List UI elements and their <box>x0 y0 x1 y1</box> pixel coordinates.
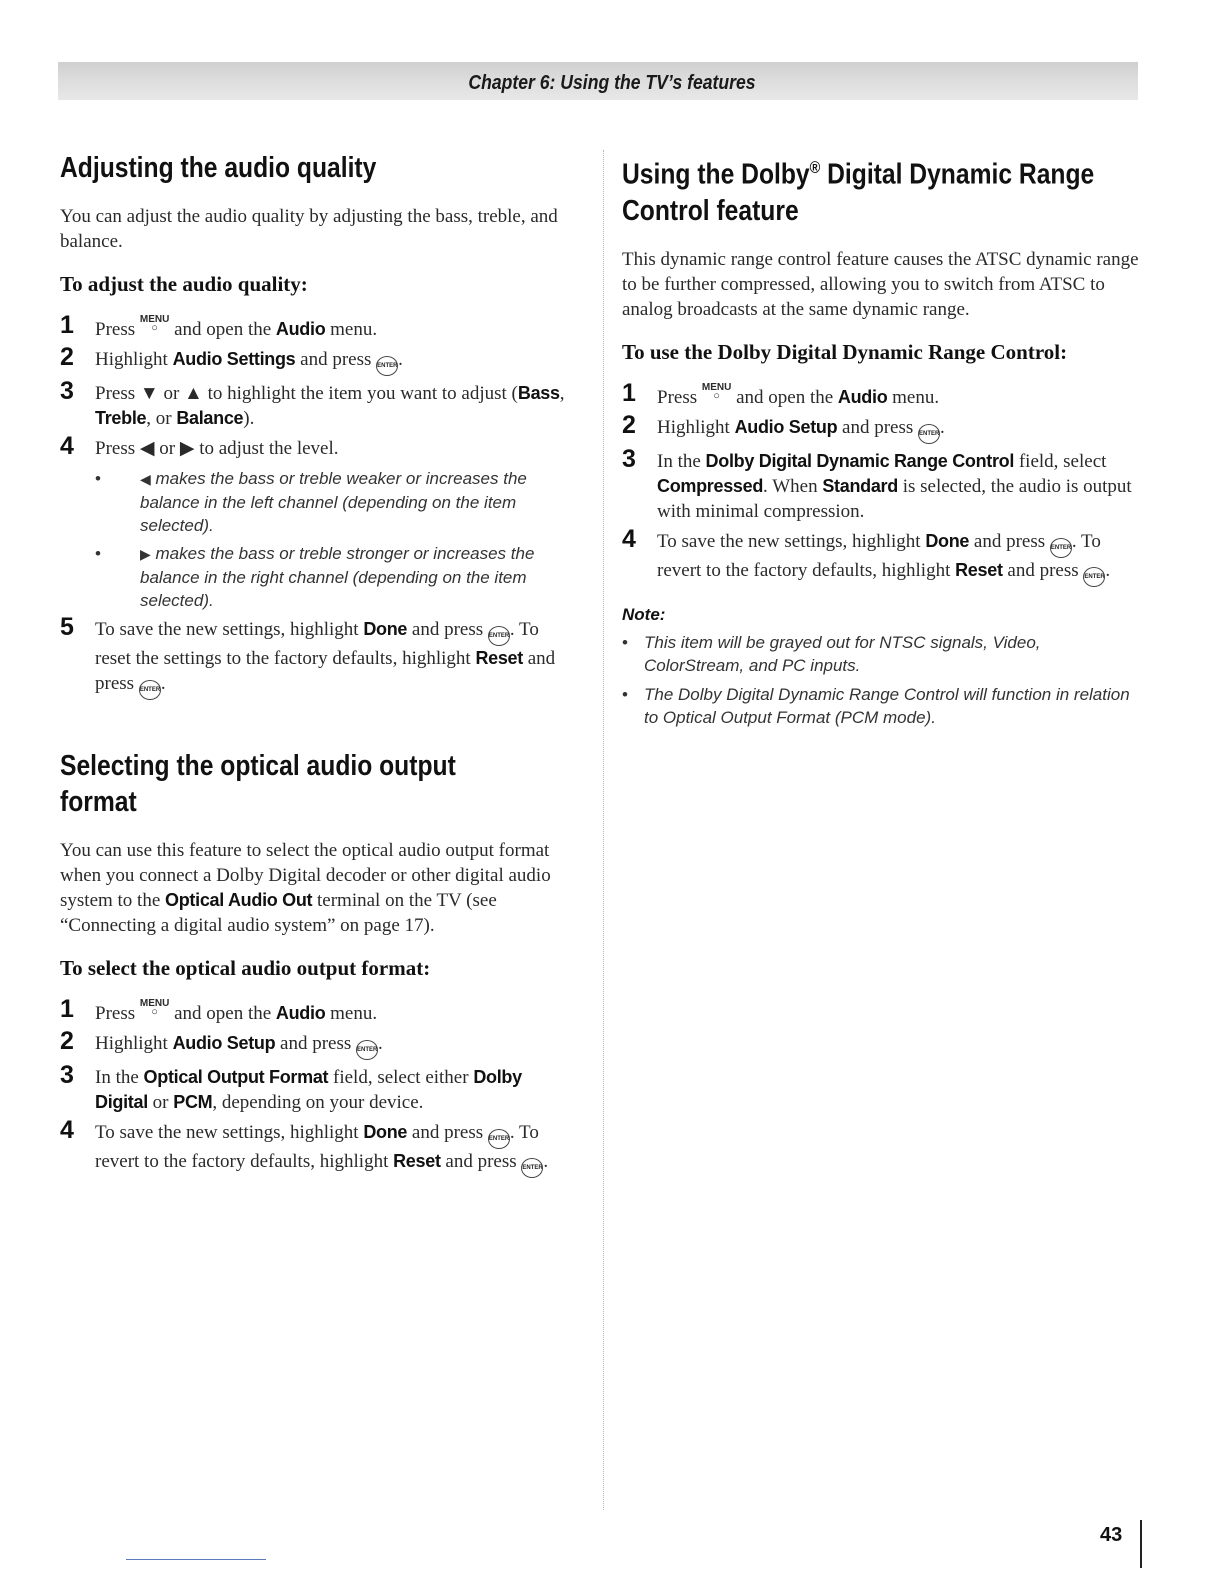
step-4 <box>622 524 1142 587</box>
section-title-audio-quality: Adjusting the audio quality <box>60 152 377 184</box>
section-intro-audio-quality: You can adjust the audio quality by adjusting the bass, treble, and balance. <box>60 206 558 252</box>
step-text: Highlight <box>657 416 735 438</box>
keyword-bass: Bass <box>517 383 560 403</box>
step-number: 3 <box>622 444 636 473</box>
keyword-balance: Balance <box>176 408 244 428</box>
step-text: . To reset the settings to the factory defaults, highlight <box>95 619 539 669</box>
step-text: field, select <box>1014 450 1107 472</box>
step-number: 1 <box>622 378 636 407</box>
step-text: menu. <box>325 1003 378 1024</box>
step-text: and press <box>407 1122 488 1143</box>
step-3 <box>60 1061 575 1115</box>
section-optical-output <box>60 748 575 1178</box>
step-text: To save the new settings, highlight <box>657 530 926 552</box>
menu-key-label: MENU <box>139 998 170 1009</box>
enter-button-icon: ENTER <box>139 680 161 700</box>
step-number: 1 <box>60 311 74 339</box>
step-number: 4 <box>60 432 74 460</box>
step-text: . <box>940 416 945 438</box>
keyword-reset: Reset <box>393 1151 441 1171</box>
step-text: and press <box>95 648 556 694</box>
note-label: Note: <box>622 604 666 624</box>
step-text: Press <box>95 438 140 459</box>
title-text: Using the Dolby <box>622 158 810 191</box>
step-number: 4 <box>622 524 636 553</box>
step-number: 3 <box>60 377 74 405</box>
step-text: , or <box>146 408 177 429</box>
page-number-rule <box>1140 1520 1142 1568</box>
step-text: To save the new settings, highlight <box>95 1122 364 1143</box>
enter-button-icon: ENTER <box>376 356 398 376</box>
step-text: menu. <box>325 319 378 340</box>
step-text: Highlight <box>95 349 173 370</box>
step-text: and press <box>969 530 1050 552</box>
left-arrow-icon: ◀ <box>140 471 151 487</box>
step-text: to highlight the item you want to adjust ( <box>202 383 518 404</box>
step-1 <box>60 311 575 342</box>
chapter-title: Chapter 6: Using the TV’s features <box>468 72 756 94</box>
keyword-compressed: Compressed <box>657 475 764 496</box>
step-number: 3 <box>60 1061 74 1089</box>
step-text: . <box>543 1151 549 1172</box>
menu-button-icon: MENU ○ <box>701 381 732 402</box>
right-column <box>622 150 1142 735</box>
step-text: , <box>559 383 565 404</box>
bullet-text: makes the bass or treble weaker or increases the balance in the left channel (depending on the item selected). <box>140 469 527 535</box>
step-text: or <box>158 383 185 404</box>
step-text: and open the <box>169 1003 276 1024</box>
keyword-audio: Audio <box>837 386 888 407</box>
step-text: In the <box>95 1067 144 1088</box>
keyword-treble: Treble <box>95 408 147 428</box>
left-column <box>60 150 575 1183</box>
steps-dolby-drc <box>622 378 1142 587</box>
keyword-pcm: PCM <box>173 1092 213 1112</box>
keyword-audio-setup: Audio Setup <box>734 416 838 437</box>
keyword-audio-setup: Audio Setup <box>172 1033 276 1053</box>
keyword-optical-output-format: Optical Output Format <box>143 1067 329 1087</box>
menu-key-label: MENU <box>701 381 732 393</box>
keyword-done: Done <box>925 530 970 551</box>
step-2 <box>60 1027 575 1060</box>
steps-optical-output <box>60 995 575 1178</box>
intro-text: You can use this feature to select the optical audio output format when you connect a Dolby Digital decoder or other digital audio system to the <box>60 840 551 911</box>
section-intro-dolby-drc: This dynamic range control feature causes the ATSC dynamic range to be further compressed, allowing you to switch from ATSC to analog broadcasts at the same dynamic range. <box>622 248 1139 320</box>
step-number: 1 <box>60 995 74 1023</box>
keyword-standard: Standard <box>822 475 898 496</box>
step-2 <box>622 410 1142 444</box>
menu-button-icon: MENU ○ <box>139 314 170 334</box>
enter-button-icon: ENTER <box>521 1158 543 1178</box>
step-text: In the <box>657 450 706 472</box>
intro-text: terminal on the TV (see “Connecting a digital audio system” on page 17). <box>60 890 497 936</box>
step-4 <box>60 1116 575 1178</box>
bullet-left-arrow: • ◀ makes the bass or treble weaker or increases the balance in the left channel (depending on the item selected). <box>95 469 527 535</box>
step-text: Press <box>657 386 702 408</box>
step-text: or <box>154 438 180 459</box>
step-text: . <box>1105 559 1111 581</box>
step-text: . To revert to the factory defaults, highlight <box>657 530 1101 581</box>
bullet-right-arrow: • ▶ makes the bass or treble stronger or increases the balance in the right channel (depending on the item selected). <box>95 544 535 610</box>
keyword-reset: Reset <box>475 648 523 668</box>
left-arrow-icon: ◀ <box>139 438 155 459</box>
step-text: and press <box>440 1151 522 1172</box>
step-text: ). <box>243 408 255 429</box>
enter-button-icon: ENTER <box>488 1129 510 1149</box>
enter-button-icon: ENTER <box>918 424 940 444</box>
step-text: . <box>160 673 166 694</box>
enter-button-icon: ENTER <box>356 1040 378 1060</box>
keyword-reset: Reset <box>955 559 1003 580</box>
registered-mark: ® <box>809 158 821 177</box>
right-arrow-icon: ▶ <box>140 546 151 562</box>
step-number: 5 <box>60 613 74 641</box>
page-number: 43 <box>1100 1524 1123 1546</box>
step-4 <box>60 432 575 612</box>
step-text: Press <box>95 383 140 404</box>
step-text: Press <box>95 319 140 340</box>
note-item: • The Dolby Digital Dynamic Range Control will function in relation to Optical Output Format (PCM mode). <box>622 684 1130 727</box>
step-text: or <box>147 1092 174 1113</box>
step-text: . When <box>763 475 823 497</box>
footer-line <box>126 1559 266 1560</box>
step-text: Press <box>95 1003 140 1024</box>
step-text: . <box>398 349 403 370</box>
procedure-title-audio-quality: To adjust the audio quality: <box>60 272 308 296</box>
step-text: and press <box>295 349 377 370</box>
title-text: Digital Dynamic Range Control feature <box>622 158 1095 227</box>
step-text: and press <box>837 416 919 438</box>
column-divider <box>603 150 604 1510</box>
keyword-audio: Audio <box>275 1003 326 1023</box>
step-text: To save the new settings, highlight <box>95 619 364 640</box>
steps-audio-quality <box>60 311 575 700</box>
step-1 <box>60 995 575 1026</box>
step-text: . To revert to the factory defaults, highlight <box>95 1122 539 1172</box>
step-text: and press <box>407 619 488 640</box>
menu-button-icon: MENU ○ <box>139 998 170 1018</box>
step-text: Highlight <box>95 1033 173 1054</box>
menu-key-label: MENU <box>139 314 170 325</box>
down-arrow-icon: ▼ <box>139 383 159 404</box>
enter-button-icon: ENTER <box>488 626 510 646</box>
step-text: is selected, the audio is output with minimal compression. <box>657 475 1132 522</box>
step-text: , depending on your device. <box>212 1092 424 1113</box>
enter-button-icon: ENTER <box>1050 538 1072 558</box>
section-intro-optical-output <box>60 838 575 938</box>
step-text: field, select either <box>328 1067 474 1088</box>
keyword-done: Done <box>363 1122 408 1142</box>
step-text: and open the <box>169 319 276 340</box>
note-item: • This item will be grayed out for NTSC signals, Video, ColorStream, and PC inputs. <box>622 632 1041 675</box>
keyword-audio: Audio <box>275 319 326 339</box>
keyword-audio-settings: Audio Settings <box>172 349 296 369</box>
level-bullets <box>95 467 575 612</box>
step-5 <box>60 613 575 700</box>
step-text: and press <box>275 1033 357 1054</box>
step-number: 2 <box>60 1027 74 1055</box>
bullet-text: makes the bass or treble stronger or increases the balance in the right channel (depending on the item selected). <box>140 544 535 610</box>
step-1 <box>622 378 1142 410</box>
step-text: and open the <box>731 386 838 408</box>
note-text: This item will be grayed out for NTSC signals, Video, ColorStream, and PC inputs. <box>644 632 1041 675</box>
step-text: and <box>1002 559 1040 581</box>
step-text: menu. <box>887 386 940 408</box>
procedure-title-optical-output: To select the optical audio output format: <box>60 956 431 980</box>
step-2 <box>60 343 575 376</box>
section-title-dolby-drc <box>622 150 1124 229</box>
keyword-dolby-drc: Dolby Digital Dynamic Range Control <box>705 450 1015 471</box>
step-number: 2 <box>622 410 636 439</box>
step-3 <box>60 377 575 431</box>
step-number: 2 <box>60 343 74 371</box>
right-arrow-icon: ▶ <box>179 438 195 459</box>
enter-button-icon: ENTER <box>1083 567 1105 587</box>
up-arrow-icon: ▲ <box>184 383 203 404</box>
step-text: press <box>1039 559 1084 581</box>
step-number: 4 <box>60 1116 74 1144</box>
note-text: The Dolby Digital Dynamic Range Control will function in relation to Optical Output Format (PCM mode). <box>644 684 1130 727</box>
step-text: . <box>378 1033 383 1054</box>
keyword-optical-audio-out: Optical Audio Out <box>165 890 313 910</box>
keyword-dolby-digital: Dolby Digital <box>95 1067 522 1112</box>
keyword-done: Done <box>363 619 408 639</box>
step-3 <box>622 444 1142 524</box>
procedure-title-dolby-drc: To use the Dolby Digital Dynamic Range Control: <box>622 339 1068 364</box>
section-title-optical-output: Selecting the optical audio output format <box>60 750 456 818</box>
step-text: to adjust the level. <box>194 438 339 459</box>
